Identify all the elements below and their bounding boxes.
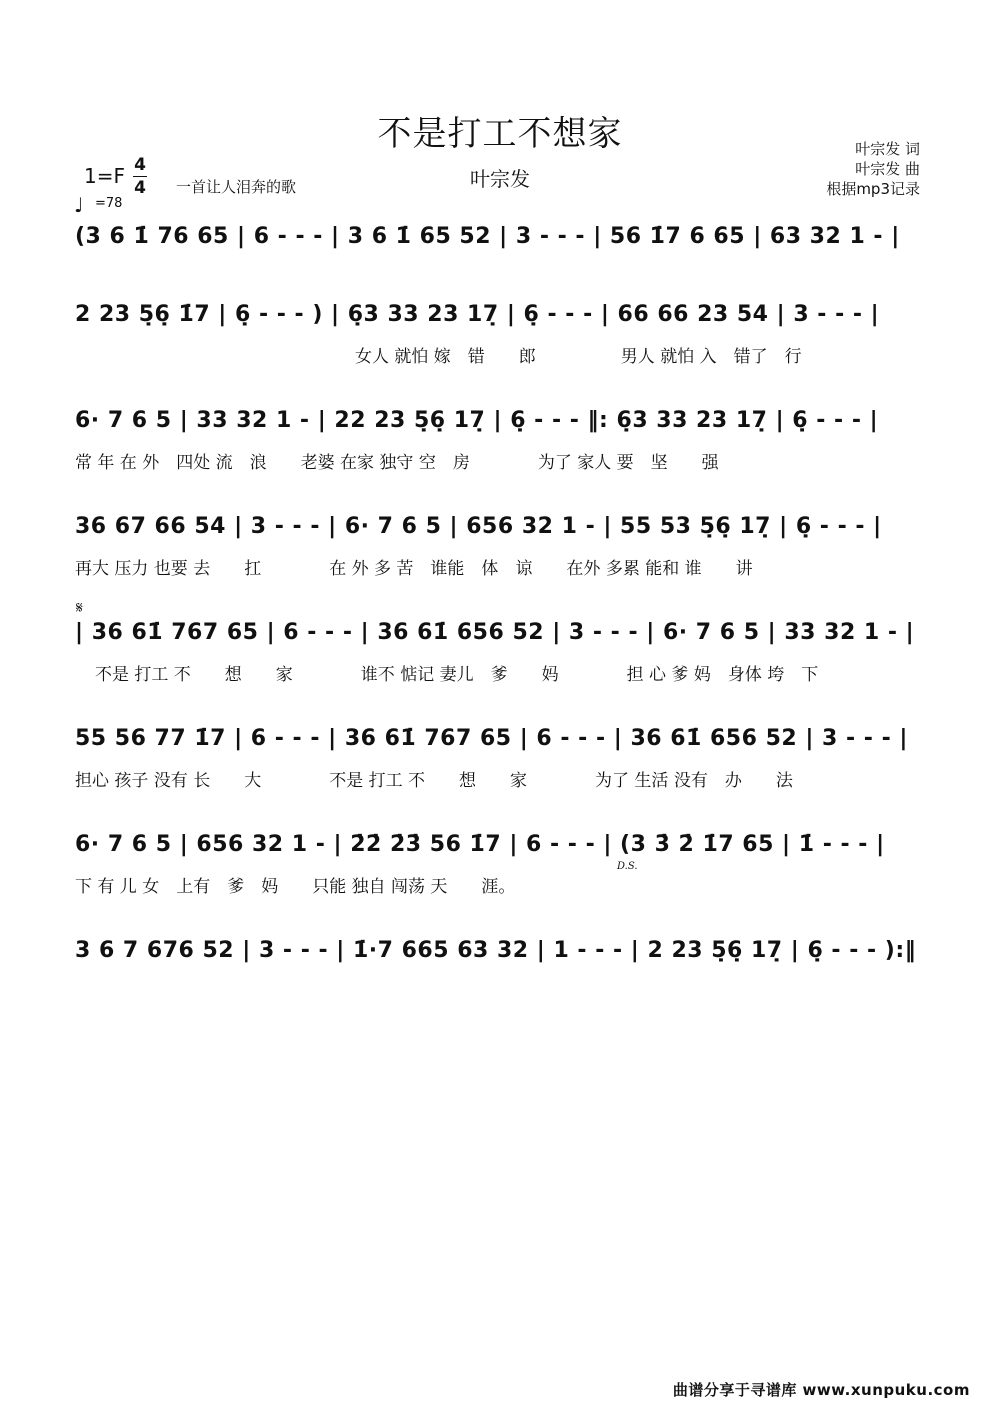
segno-icon: 𝄋 — [76, 598, 83, 617]
tempo-value: =78 — [95, 196, 123, 211]
music-line-8: 3 6 7 676 52 | 3 - - - | 1̇·7 665 63 32 | 1 - - - | 2 23 5̣6̣ 17̣ | 6̣ - - - ):‖ — [75, 938, 917, 963]
time-signature-bottom: 4 — [134, 178, 146, 198]
music-line-5: | 36 61̇ 767 65 | 6 - - - | 36 61̇ 656 52 | 3 - - - | 6· 7 6 5 | 33 32 1 - | — [75, 620, 915, 645]
lyric-line-3: 常 年 在 外 四处 流 浪 老婆 在家 独守 空 房 为了 家人 要 坚 强 — [75, 453, 719, 473]
ds-mark: D.S. — [617, 861, 638, 872]
key-signature: 1=F — [84, 164, 125, 188]
music-line-2: 2 23 5̣6̣ 1̇7 | 6̣ - - - ) | 6̣3 33 23 17̣ | 6̣ - - - | 66 66 23 54 | 3 - - - | — [75, 302, 880, 327]
quarter-note-icon: ♩ — [74, 193, 84, 217]
time-signature-bar — [133, 176, 147, 177]
footer-credit: 曲谱分享于寻谱库 www.xunpuku.com — [672, 1381, 970, 1399]
lyric-line-5: 不是 打工 不 想 家 谁不 惦记 妻儿 爹 妈 担 心 爹 妈 身体 垮 下 — [95, 665, 819, 685]
lyric-line-2: 女人 就怕 嫁 错 郎 男人 就怕 入 错了 行 — [355, 347, 802, 367]
subtitle: 一首让人泪奔的歌 — [176, 178, 297, 196]
lyric-line-6: 担心 孩子 没有 长 大 不是 打工 不 想 家 为了 生活 没有 办 法 — [75, 771, 793, 791]
song-title: 不是打工不想家 — [377, 114, 623, 154]
music-line-1: (3 6 1̇ 76 65 | 6 - - - | 3 6 1̇ 65 52 | 3 - - - | 56 1̇7 6 65 | 63 32 1 - | — [75, 224, 900, 249]
music-line-3: 6· 7 6 5 | 33 32 1 - | 22 23 5̣6̣ 17̣ | 6̣ - - - ‖: 6̣3 33 23 17̣ | 6̣ - - - | — [75, 408, 879, 433]
singer-name: 叶宗发 — [470, 167, 530, 191]
lyric-line-4: 再大 压力 也要 去 扛 在 外 多 苦 谁能 体 谅 在外 多累 能和 谁 讲 — [75, 559, 753, 579]
lyricist-credit: 叶宗发 词 — [855, 140, 920, 158]
music-line-4: 36 67 66 54 | 3 - - - | 6· 7 6 5 | 656 32 1 - | 55 53 5̣6̣ 17̣ | 6̣ - - - | — [75, 514, 882, 539]
lyric-line-7: 下 有 儿 女 上有 爹 妈 只能 独自 闯荡 天 涯。 — [75, 877, 516, 897]
source-credit: 根据mp3记录 — [826, 180, 920, 198]
composer-credit: 叶宗发 曲 — [855, 160, 920, 178]
music-line-6: 55 56 77 1̇7 | 6 - - - | 36 61̇ 767 65 | 6 - - - | 36 61̇ 656 52 | 3 - - - | — [75, 726, 908, 751]
time-signature-top: 4 — [134, 155, 146, 175]
music-line-7: 6· 7 6 5 | 656 32 1 - | 2̇2̇ 2̇3̇ 56 1̇7 | 6 - - - | (3 3̇ 2̇ 1̇7 65 | 1̇ - - - | — [75, 832, 885, 857]
